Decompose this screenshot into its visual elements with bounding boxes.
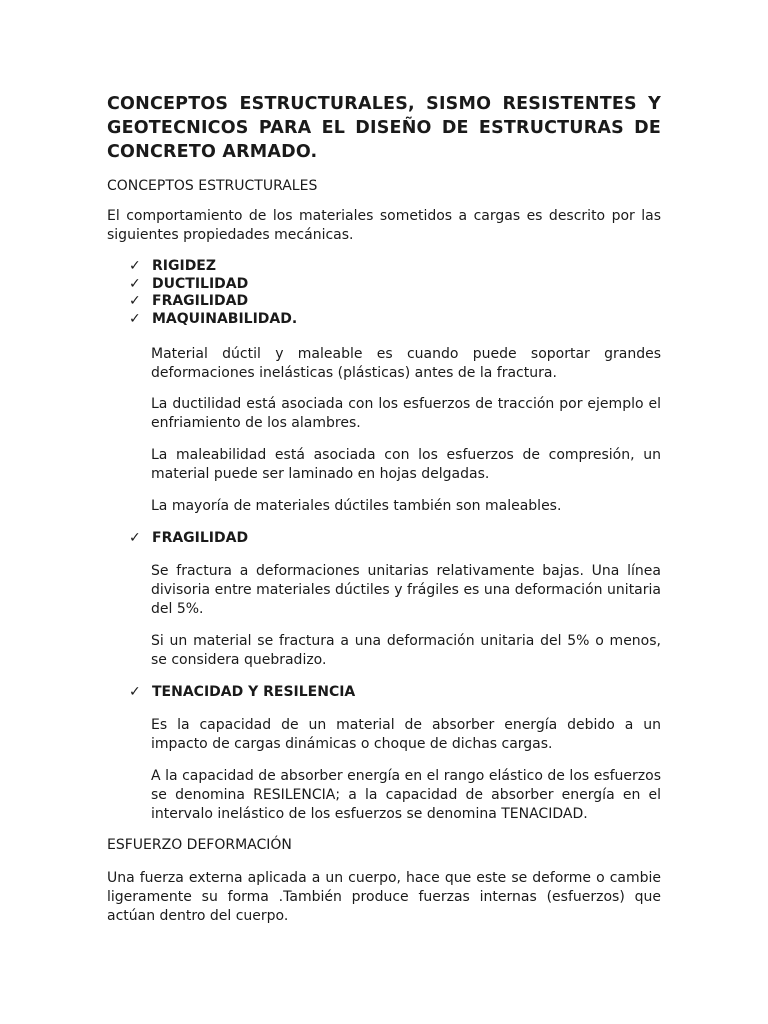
- ductility-paragraph: La ductilidad está asociada con los esfuerzos de tracción por ejemplo el enfriamiento de los alambres.: [151, 396, 661, 431]
- check-icon: ✓: [129, 275, 141, 292]
- ductility-paragraph: La maleabilidad está asociada con los esfuerzos de compresión, un material puede ser laminado en hojas delgadas.: [151, 447, 661, 482]
- list-item-label: DUCTILIDAD: [152, 275, 249, 292]
- check-icon: ✓: [129, 684, 141, 700]
- list-item-label: RIGIDEZ: [152, 258, 217, 274]
- check-icon: ✓: [129, 310, 141, 327]
- tenacity-heading-label: TENACIDAD Y RESILENCIA: [152, 684, 356, 700]
- section-heading-conceptos: CONCEPTOS ESTRUCTURALES: [107, 178, 318, 194]
- list-item: [129, 276, 297, 294]
- check-icon: ✓: [129, 530, 141, 546]
- tenacity-paragraph: Es la capacidad de un material de absorber energía debido a un impacto de cargas dinámicas o choque de dichas cargas.: [151, 717, 661, 752]
- tenacity-paragraph: A la capacidad de absorber energía en el rango elástico de los esfuerzos se denomina RESILENCIA; a la capacidad de absorber energía en el intervalo inelástico de los esfuerzos se denomina TENACIDAD.: [151, 768, 661, 822]
- properties-list: [129, 258, 297, 328]
- ductility-paragraph: Material dúctil y maleable es cuando puede soportar grandes deformaciones inelásticas (plásticas) antes de la fractura.: [151, 346, 661, 381]
- fragility-heading: [129, 529, 248, 548]
- intro-paragraph: El comportamiento de los materiales sometidos a cargas es descrito por las siguientes propiedades mecánicas.: [107, 208, 661, 243]
- fragility-paragraph: Si un material se fractura a una deformación unitaria del 5% o menos, se considera quebradizo.: [151, 633, 661, 668]
- section-heading-esfuerzo: ESFUERZO DEFORMACIÓN: [107, 837, 292, 853]
- list-item-label: MAQUINABILIDAD.: [152, 310, 298, 327]
- tenacity-heading: [129, 683, 355, 702]
- check-icon: ✓: [129, 258, 141, 274]
- ductility-paragraph: La mayoría de materiales dúctiles también son maleables.: [151, 498, 562, 514]
- list-item: [129, 311, 297, 329]
- fragility-heading-label: FRAGILIDAD: [152, 530, 249, 546]
- document-title: CONCEPTOS ESTRUCTURALES, SISMO RESISTENTES Y GEOTECNICOS PARA EL DISEÑO DE ESTRUCTURAS DE CONCRETO ARMADO.: [107, 94, 661, 162]
- esfuerzo-paragraph: Una fuerza externa aplicada a un cuerpo, hace que este se deforme o cambie ligeramente su forma .También produce fuerzas internas (esfuerzos) que actúan dentro del cuerpo.: [107, 870, 661, 924]
- fragility-paragraph: Se fractura a deformaciones unitarias relativamente bajas. Una línea divisoria entre materiales dúctiles y frágiles es una deformación unitaria del 5%.: [151, 563, 661, 617]
- list-item-label: FRAGILIDAD: [152, 293, 249, 309]
- list-item: [129, 258, 297, 276]
- list-item: [129, 293, 297, 311]
- check-icon: ✓: [129, 293, 141, 309]
